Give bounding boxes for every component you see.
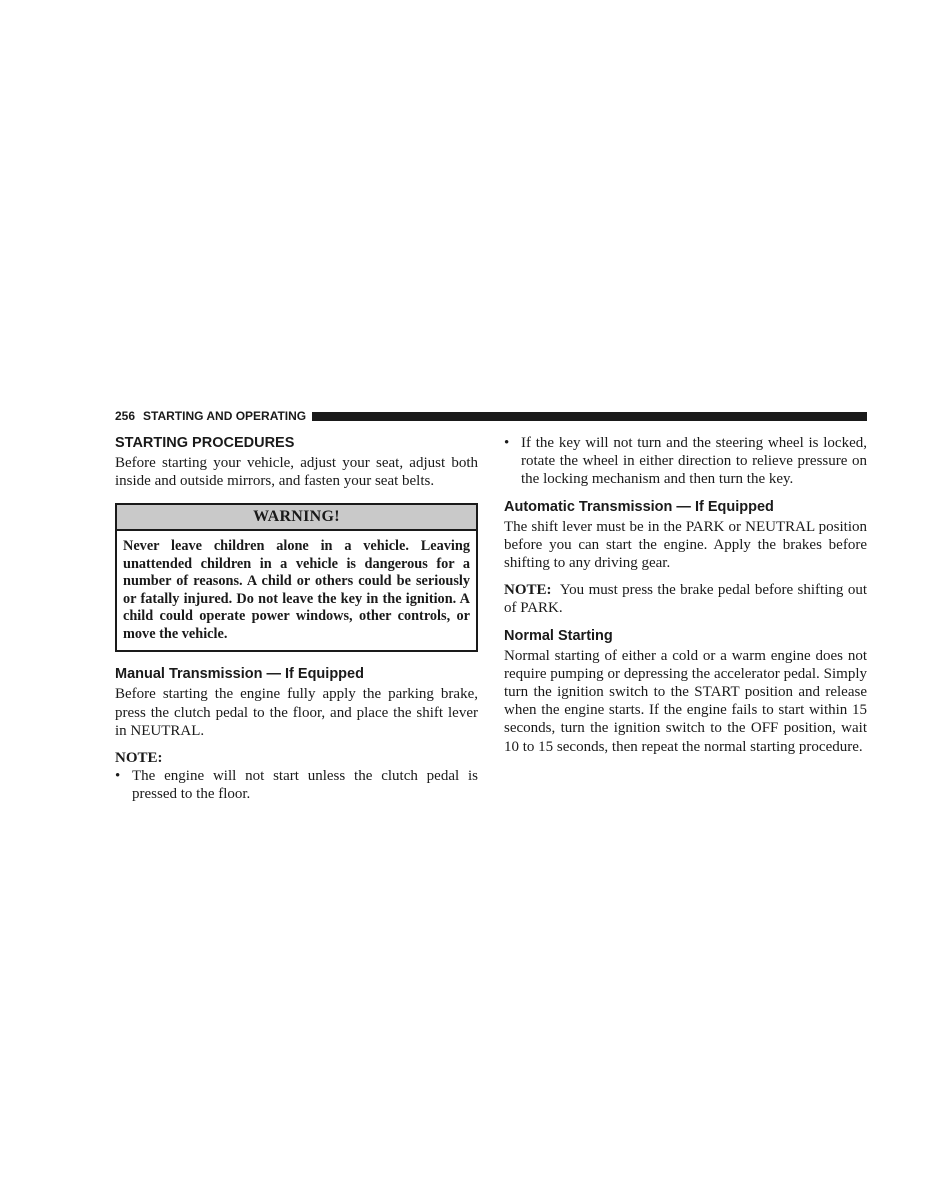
normal-starting-text: Normal starting of either a cold or a warm engine does not require pumping or depressing the accelerator pedal. Simply turn the ignition switch to the START position and release when the engine starts. If the engine fails to start within 15 seconds, turn the ignition switch to the OFF position, wait 10 to 15 seconds, then repeat the normal starting procedure. <box>504 647 867 755</box>
note-text: You must press the brake pedal before shifting out of PARK. <box>504 582 867 617</box>
starting-procedures-heading: STARTING PROCEDURES <box>115 435 295 451</box>
automatic-transmission-heading: Automatic Transmission — If Equipped <box>504 498 774 515</box>
normal-starting-heading: Normal Starting <box>504 627 613 644</box>
bullet-icon: • <box>115 768 121 785</box>
left-column <box>115 434 478 804</box>
warning-box <box>115 503 478 652</box>
page-header <box>115 408 867 424</box>
automatic-transmission-text: The shift lever must be in the PARK or NEUTRAL position before you can start the engine. Apply the brakes before shifting to any driving gear. <box>504 518 867 572</box>
bullet-text: The engine will not start unless the clutch pedal is pressed to the floor. <box>132 768 478 803</box>
page-number: 256 <box>115 409 136 423</box>
list-item <box>115 767 478 803</box>
bullet-icon: • <box>504 435 510 451</box>
manual-transmission-heading: Manual Transmission — If Equipped <box>115 666 364 683</box>
list-item <box>504 434 867 489</box>
manual-transmission-text: Before starting the engine fully apply the parking brake, press the clutch pedal to the floor, and place the shift lever in NEUTRAL. <box>115 686 478 739</box>
starting-procedures-text: Before starting your vehicle, adjust your seat, adjust both inside and outside mirrors, and fasten your seat belts. <box>115 455 478 490</box>
warning-text: Never leave children alone in a vehicle. Leaving unattended children in a vehicle is dangerous for a number of reasons. A child or others could be seriously or fatally injured. Do not leave the key in the ignition. A child could operate power windows, other controls, or move the vehicle. <box>123 538 470 642</box>
note-label: NOTE: <box>115 750 163 767</box>
note-label: NOTE: <box>504 582 552 599</box>
bullet-text: If the key will not turn and the steering wheel is locked, rotate the wheel in either direction to relieve pressure on the locking mechanism and then turn the key. <box>521 435 867 488</box>
section-name: STARTING AND OPERATING <box>143 409 307 423</box>
warning-title: WARNING! <box>117 505 476 531</box>
automatic-note <box>504 581 867 617</box>
right-column <box>504 434 867 756</box>
header-rule <box>312 412 867 421</box>
